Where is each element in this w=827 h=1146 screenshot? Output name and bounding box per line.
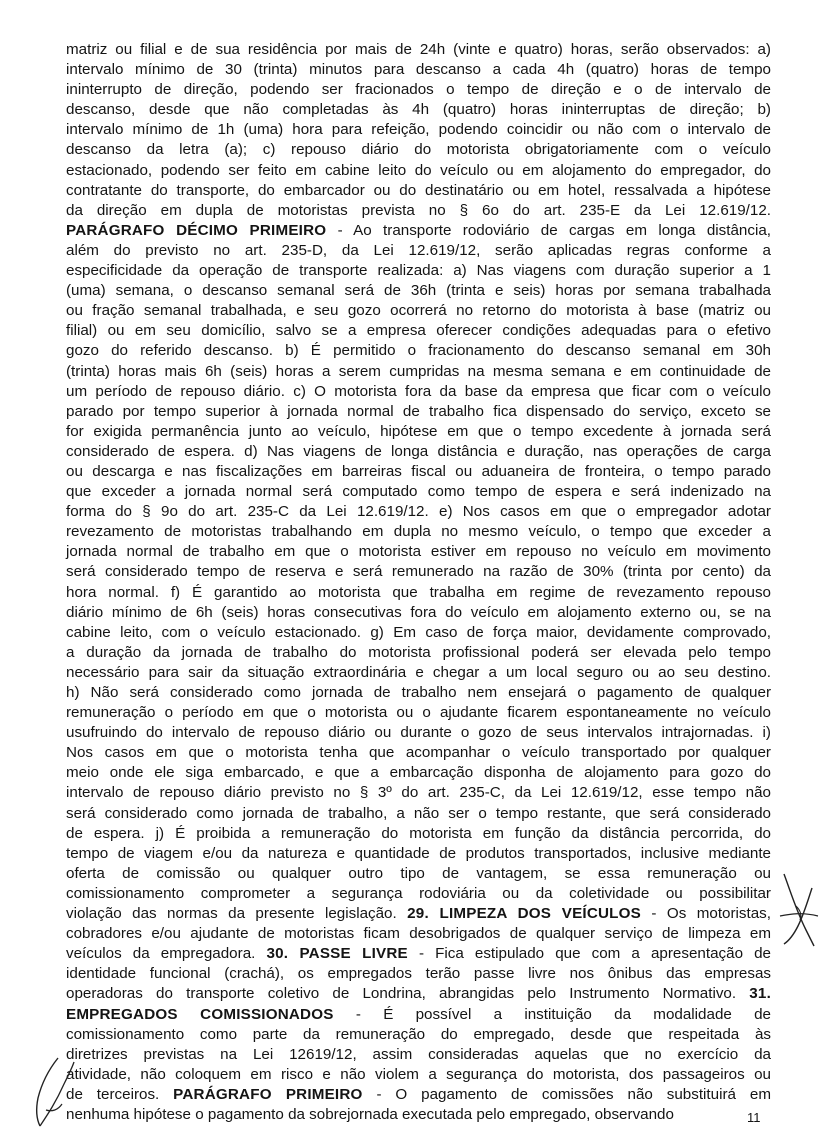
text-line bbox=[66, 382, 771, 402]
line-text: descanso da letra (a); c) repouso diário do motorista obrigatoriamente com o veículo bbox=[66, 141, 771, 159]
text-line bbox=[66, 904, 771, 924]
text-line bbox=[66, 462, 771, 482]
line-text: será considerado tempo de reserva e será remunerado na razão de 30% (trinta por cento) da bbox=[66, 563, 771, 581]
line-text: meio onde ele siga embarcado, e que a embarcação disponha de alojamento para gozo do bbox=[66, 764, 771, 782]
text-line bbox=[66, 683, 771, 703]
line-text: comissionamento como parte da remuneração do empregado, desde que respeitada às bbox=[66, 1025, 771, 1043]
line-text: matriz ou filial e de sua residência por mais de 24h (vinte e quatro) horas, serão observados: a) bbox=[66, 41, 771, 58]
text-line bbox=[66, 824, 771, 844]
text-line bbox=[66, 422, 771, 442]
line-text: um período de repouso diário. c) O motorista fora da base da empresa que ficar com o veículo bbox=[66, 382, 771, 400]
line-text: cobradores e/ou ajudante de motoristas ficam desobrigados de qualquer serviço de limpeza em bbox=[66, 925, 771, 943]
line-text: filial) ou em seu domicílio, salvo se a empresa oferecer condições adequadas para o efetivo bbox=[66, 322, 771, 340]
text-line bbox=[66, 924, 771, 944]
line-text: operadoras do transporte coletivo de Londrina, abrangidas pelo Instrumento Normativo. bbox=[66, 985, 750, 1003]
line-text: considerado de espera. d) Nas viagens de longa distância e duração, nas operações de carga bbox=[66, 442, 771, 460]
line-text: - Fica estipulado que com a apresentação de bbox=[407, 945, 771, 963]
line-text: intervalo de repouso diário previsto no § 3º do art. 235-C, da Lei 12.619/12, esse tempo não bbox=[66, 784, 771, 802]
text-line bbox=[66, 341, 771, 361]
line-text: nenhuma hipótese o pagamento da sobrejornada executada pelo empregado, observando bbox=[66, 1105, 674, 1123]
line-text: cabine leito, com o veículo estacionado. g) Em caso de força maior, devidamente comprovado, bbox=[66, 623, 771, 641]
signature-right bbox=[776, 870, 821, 950]
line-text: estacionado, podendo ser feito em cabine leito do veículo ou em alojamento do empregador, do bbox=[66, 161, 771, 179]
text-line bbox=[66, 161, 771, 181]
signature-left bbox=[28, 1054, 78, 1130]
text-line bbox=[66, 40, 771, 60]
line-text: tempo de viagem e/ou da natureza e quantidade de produtos transportados, inclusive mediante bbox=[66, 844, 771, 862]
line-text: revezamento de motoristas trabalhando em dupla no mesmo veículo, o tempo que exceder a bbox=[66, 523, 771, 541]
line-text: especificidade da operação de transporte realizada: a) Nas viagens com duração superior a 1 bbox=[66, 262, 771, 280]
line-text: da direção em dupla de motoristas prevista no § 6o do art. 235-E da Lei 12.619/12. bbox=[66, 201, 771, 219]
line-text: ou fração semanal trabalhada, e seu gozo ocorrerá no retorno do motorista à base (matriz ou bbox=[66, 302, 771, 320]
line-text: atividade, não coloquem em risco e não violem a segurança do motorista, dos passageiros ou bbox=[66, 1065, 771, 1083]
line-text: - Os motoristas, bbox=[640, 905, 771, 923]
text-line bbox=[66, 864, 771, 884]
text-line bbox=[66, 984, 771, 1004]
line-text: de espera. j) É proibida a remuneração do motorista em função da distância percorrida, do bbox=[66, 824, 771, 842]
text-line bbox=[66, 140, 771, 160]
line-text: ou descarga e nas fiscalizações em barreiras fiscal ou aduaneira de fronteira, o tempo parado bbox=[66, 462, 771, 480]
text-line bbox=[66, 844, 771, 864]
line-text: - É possível a instituição da modalidade de bbox=[333, 1005, 772, 1023]
text-line bbox=[66, 321, 771, 341]
text-line bbox=[66, 1045, 771, 1065]
text-line bbox=[66, 120, 771, 140]
line-text: ininterrupto de direção, podendo ser fracionados o tempo de direção e o de intervalo de bbox=[66, 81, 771, 99]
section-heading: 30. PASSE LIVRE bbox=[266, 945, 408, 963]
text-line bbox=[66, 80, 771, 100]
text-line bbox=[66, 281, 771, 301]
line-text: jornada normal de trabalho em que o motorista estiver em repouso no veículo em movimento bbox=[66, 543, 771, 561]
text-line bbox=[66, 783, 771, 803]
text-line bbox=[66, 763, 771, 783]
text-line bbox=[66, 60, 771, 80]
text-line bbox=[66, 261, 771, 281]
line-text: Nos casos em que o motorista tenha que acompanhar o veículo transportado por qualquer bbox=[66, 744, 771, 762]
text-line bbox=[66, 603, 771, 623]
line-text: violação das normas da presente legislação. bbox=[66, 905, 408, 923]
text-line bbox=[66, 442, 771, 462]
text-line bbox=[66, 1105, 771, 1125]
text-line bbox=[66, 201, 771, 221]
line-text: que exceder a jornada normal será computado como tempo de espera e será indenizado na bbox=[66, 483, 771, 501]
line-text: diretrizes previstas na Lei 12619/12, assim consideradas aquelas que no exercício da bbox=[66, 1045, 771, 1063]
line-text: além do previsto no art. 235-D, da Lei 12.619/12, serão aplicadas regras conforme a bbox=[66, 241, 771, 259]
text-line bbox=[66, 482, 771, 502]
text-line bbox=[66, 804, 771, 824]
line-text: hora normal. f) É garantido ao motorista que trabalha em regime de revezamento repouso bbox=[66, 583, 771, 601]
line-text: intervalo mínimo de 1h (uma) hora para refeição, podendo coincidir ou não com o intervalo de bbox=[66, 121, 771, 139]
text-line bbox=[66, 100, 771, 120]
section-heading: PARÁGRAFO PRIMEIRO bbox=[173, 1085, 363, 1103]
line-text: usufruindo do intervalo de repouso diário ou durante o gozo de seus intervalos intrajornadas. i) bbox=[66, 724, 771, 742]
text-line bbox=[66, 522, 771, 542]
line-text: for exigida permanência junto ao veículo, hipótese em que o tempo excedente à jornada será bbox=[66, 422, 771, 440]
page-number: 11 bbox=[747, 1110, 761, 1125]
line-text: comissionamento comprometer a segurança rodoviária ou da coletividade ou possibilitar bbox=[66, 884, 771, 902]
line-text: contratante do transporte, do embarcador ou do destinatário ou em hotel, ressalvada a hipótese bbox=[66, 181, 771, 199]
document-body bbox=[66, 40, 771, 1125]
text-line bbox=[66, 944, 771, 964]
section-heading: EMPREGADOS COMISSIONADOS bbox=[66, 1005, 334, 1023]
text-line bbox=[66, 1065, 771, 1085]
line-text: descanso, desde que não completadas às 4h (quatro) horas ininterruptas de direção; b) bbox=[66, 101, 771, 119]
line-text: será considerado como jornada de trabalho, a não ser o tempo restante, que será considerado bbox=[66, 804, 771, 822]
line-text: - Ao transporte rodoviário de cargas em longa distância, bbox=[326, 221, 771, 239]
text-line bbox=[66, 1025, 771, 1045]
section-heading: 29. LIMPEZA DOS VEÍCULOS bbox=[407, 905, 641, 923]
text-line bbox=[66, 743, 771, 763]
line-text: gozo do referido descanso. b) É permitido o fracionamento do descanso semanal em 30h bbox=[66, 342, 771, 360]
text-line bbox=[66, 241, 771, 261]
text-line bbox=[66, 562, 771, 582]
text-line bbox=[66, 542, 771, 562]
line-text: identidade funcional (crachá), os empregados terão passe livre nos ônibus das empresas bbox=[66, 965, 771, 983]
line-text: (trinta) horas mais 6h (seis) horas a serem cumpridas na mesma semana e em continuidade de bbox=[66, 362, 771, 380]
line-text: parado por tempo superior à jornada normal de trabalho fica dispensado do serviço, exceto se bbox=[66, 402, 771, 420]
text-line bbox=[66, 502, 771, 522]
line-text: forma do § 9o do art. 235-C da Lei 12.619/12. e) Nos casos em que o empregador adotar bbox=[66, 503, 771, 521]
line-text: veículos da empregadora. bbox=[66, 945, 267, 963]
section-heading: PARÁGRAFO DÉCIMO PRIMEIRO bbox=[66, 221, 327, 239]
text-line bbox=[66, 181, 771, 201]
text-line bbox=[66, 583, 771, 603]
line-text: (uma) semana, o descanso semanal será de 36h (trinta e seis) horas por semana trabalhada bbox=[66, 282, 771, 300]
text-line bbox=[66, 221, 771, 241]
text-line bbox=[66, 643, 771, 663]
section-heading: 31. bbox=[749, 985, 771, 1003]
text-line bbox=[66, 1085, 771, 1105]
line-text: de terceiros. bbox=[66, 1085, 174, 1103]
text-line bbox=[66, 402, 771, 422]
text-line bbox=[66, 362, 771, 382]
text-line bbox=[66, 301, 771, 321]
line-text: h) Não será considerado como jornada de trabalho nem ensejará o pagamento de qualquer bbox=[66, 684, 771, 701]
line-text: a duração da jornada de trabalho do motorista profissional poderá ser elevada pelo tempo bbox=[66, 643, 771, 661]
text-line bbox=[66, 703, 771, 723]
line-text: oferta de comissão ou qualquer outro tipo de vantagem, se essa remuneração ou bbox=[66, 864, 771, 882]
line-text: - O pagamento de comissões não substituirá em bbox=[362, 1085, 771, 1103]
line-text: intervalo mínimo de 30 (trinta) minutos para descanso a cada 4h (quatro) horas de tempo bbox=[66, 61, 771, 79]
line-text: necessário para sair da situação extraordinária e chegar a um local seguro ou ao seu destino. bbox=[66, 663, 771, 681]
text-line bbox=[66, 884, 771, 904]
text-line bbox=[66, 663, 771, 683]
text-line bbox=[66, 723, 771, 743]
text-line bbox=[66, 964, 771, 984]
line-text: remuneração o período em que o motorista ou o ajudante ficarem espontaneamente no veículo bbox=[66, 704, 771, 722]
text-line bbox=[66, 1005, 771, 1025]
line-text: diário mínimo de 6h (seis) horas consecutivas fora do veículo em alojamento externo ou, se na bbox=[66, 603, 771, 621]
text-line bbox=[66, 623, 771, 643]
